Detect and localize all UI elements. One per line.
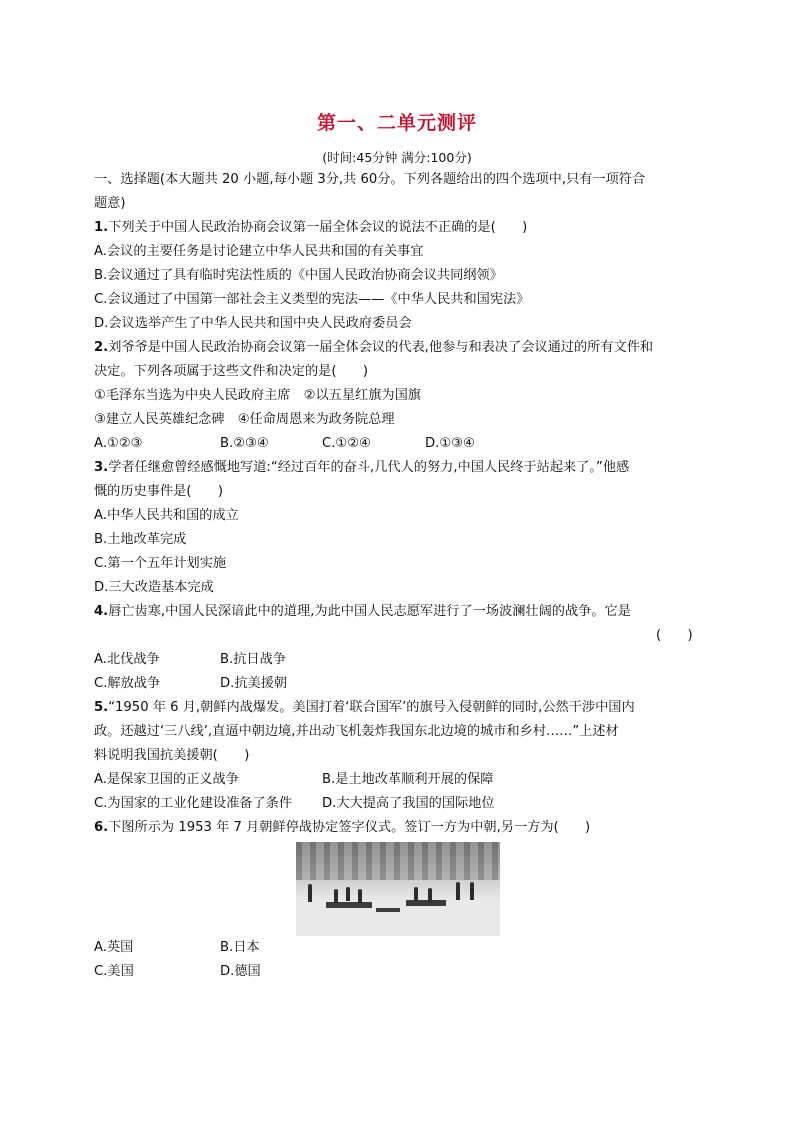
q5-option-b: B.是土地改革顺利开展的保障 <box>322 772 494 787</box>
question-5-cont: 政。还越过‘三八线’,直逼中朝边境,并出动飞机轰炸我国东北边境的城市和乡村……”上述材 <box>94 724 619 739</box>
page-title: 第一、二单元测评 <box>316 112 477 134</box>
section-heading: 一、选择题(本大题共 20 小题,每小题 3分,共 60分。下列各题给出的四个选项中,只有一项符合 <box>94 172 646 187</box>
q1-option-b: B.会议通过了具有临时宪法性质的《中国人民政治协商会议共同纲领》 <box>94 268 503 283</box>
question-stem: 唇亡齿寒,中国人民深谙此中的道理,为此中国人民志愿军进行了一场波澜壮阔的战争。它是 <box>108 604 631 619</box>
question-stem: 刘爷爷是中国人民政治协商会议第一届全体会议的代表,他参与和表决了会议通过的所有文件和 <box>108 340 654 355</box>
question-1 <box>94 218 527 238</box>
q5-option-a: A.是保家卫国的正义战争 <box>94 772 239 787</box>
q4-option-a: A.北伐战争 <box>94 652 160 667</box>
q3-option-c: C.第一个五年计划实施 <box>94 556 227 571</box>
q6-option-b: B.日本 <box>220 940 260 955</box>
q3-option-a: A.中华人民共和国的成立 <box>94 508 239 523</box>
question-6 <box>94 818 590 838</box>
q3-option-d: D.三大改造基本完成 <box>94 580 214 595</box>
q1-option-a: A.会议的主要任务是讨论建立中华人民共和国的有关事宜 <box>94 244 424 259</box>
armistice-signing-photo <box>296 842 500 936</box>
q5-option-c: C.为国家的工业化建设准备了条件 <box>94 796 293 811</box>
q6-option-c: C.美国 <box>94 964 134 979</box>
q6-option-d: D.德国 <box>220 964 261 979</box>
q4-option-c: C.解放战争 <box>94 676 161 691</box>
q2-item-1: ①毛泽东当选为中央人民政府主席 ②以五星红旗为国旗 <box>94 388 421 403</box>
question-stem: “1950 年 6 月,朝鲜内战爆发。美国打着‘联合国军’的旗号入侵朝鲜的同时,公然干涉中国内 <box>108 700 635 715</box>
question-number: 4. <box>94 604 109 619</box>
section-heading-cont: 题意) <box>94 196 126 211</box>
question-stem: 下图所示为 1953 年 7 月朝鲜停战协定签字仪式。签订一方为中朝,另一方为( ) <box>108 820 591 835</box>
q4-option-b: B.抗日战争 <box>220 652 286 667</box>
question-number: 3. <box>94 460 109 475</box>
question-number: 6. <box>94 820 109 835</box>
question-stem: 学者任继愈曾经感慨地写道:“经过百年的奋斗,几代人的努力,中国人民终于站起来了。”他感 <box>108 460 630 475</box>
q2-item-2: ③建立人民英雄纪念碑 ④任命周恩来为政务院总理 <box>94 412 395 427</box>
question-5 <box>94 698 635 718</box>
question-4 <box>94 602 631 622</box>
q1-option-c: C.会议通过了中国第一部社会主义类型的宪法——《中华人民共和国宪法》 <box>94 292 530 307</box>
question-2 <box>94 338 653 358</box>
q2-option-b: B.②③④ <box>220 436 269 451</box>
question-number: 5. <box>94 700 109 715</box>
q5-option-d: D.大大提高了我国的国际地位 <box>322 796 495 811</box>
q4-answer-paren: ( ) <box>656 628 693 643</box>
q2-option-a: A.①②③ <box>94 436 143 451</box>
question-2-cont: 决定。下列各项属于这些文件和决定的是( ) <box>94 364 369 379</box>
question-stem: 下列关于中国人民政治协商会议第一届全体会议的说法不正确的是( ) <box>108 220 528 235</box>
question-number: 1. <box>94 220 109 235</box>
exam-meta: (时间:45分钟 满分:100分) <box>322 150 472 165</box>
q1-option-d: D.会议选举产生了中华人民共和国中央人民政府委员会 <box>94 316 412 331</box>
q4-option-d: D.抗美援朝 <box>220 676 288 691</box>
q2-option-d: D.①③④ <box>425 436 475 451</box>
question-5-cont-2: 料说明我国抗美援朝( ) <box>94 748 250 763</box>
q3-option-b: B.土地改革完成 <box>94 532 187 547</box>
question-3 <box>94 458 629 478</box>
q2-option-c: C.①②④ <box>322 436 371 451</box>
q6-option-a: A.英国 <box>94 940 134 955</box>
question-3-cont: 慨的历史事件是( ) <box>94 484 223 499</box>
question-number: 2. <box>94 340 109 355</box>
